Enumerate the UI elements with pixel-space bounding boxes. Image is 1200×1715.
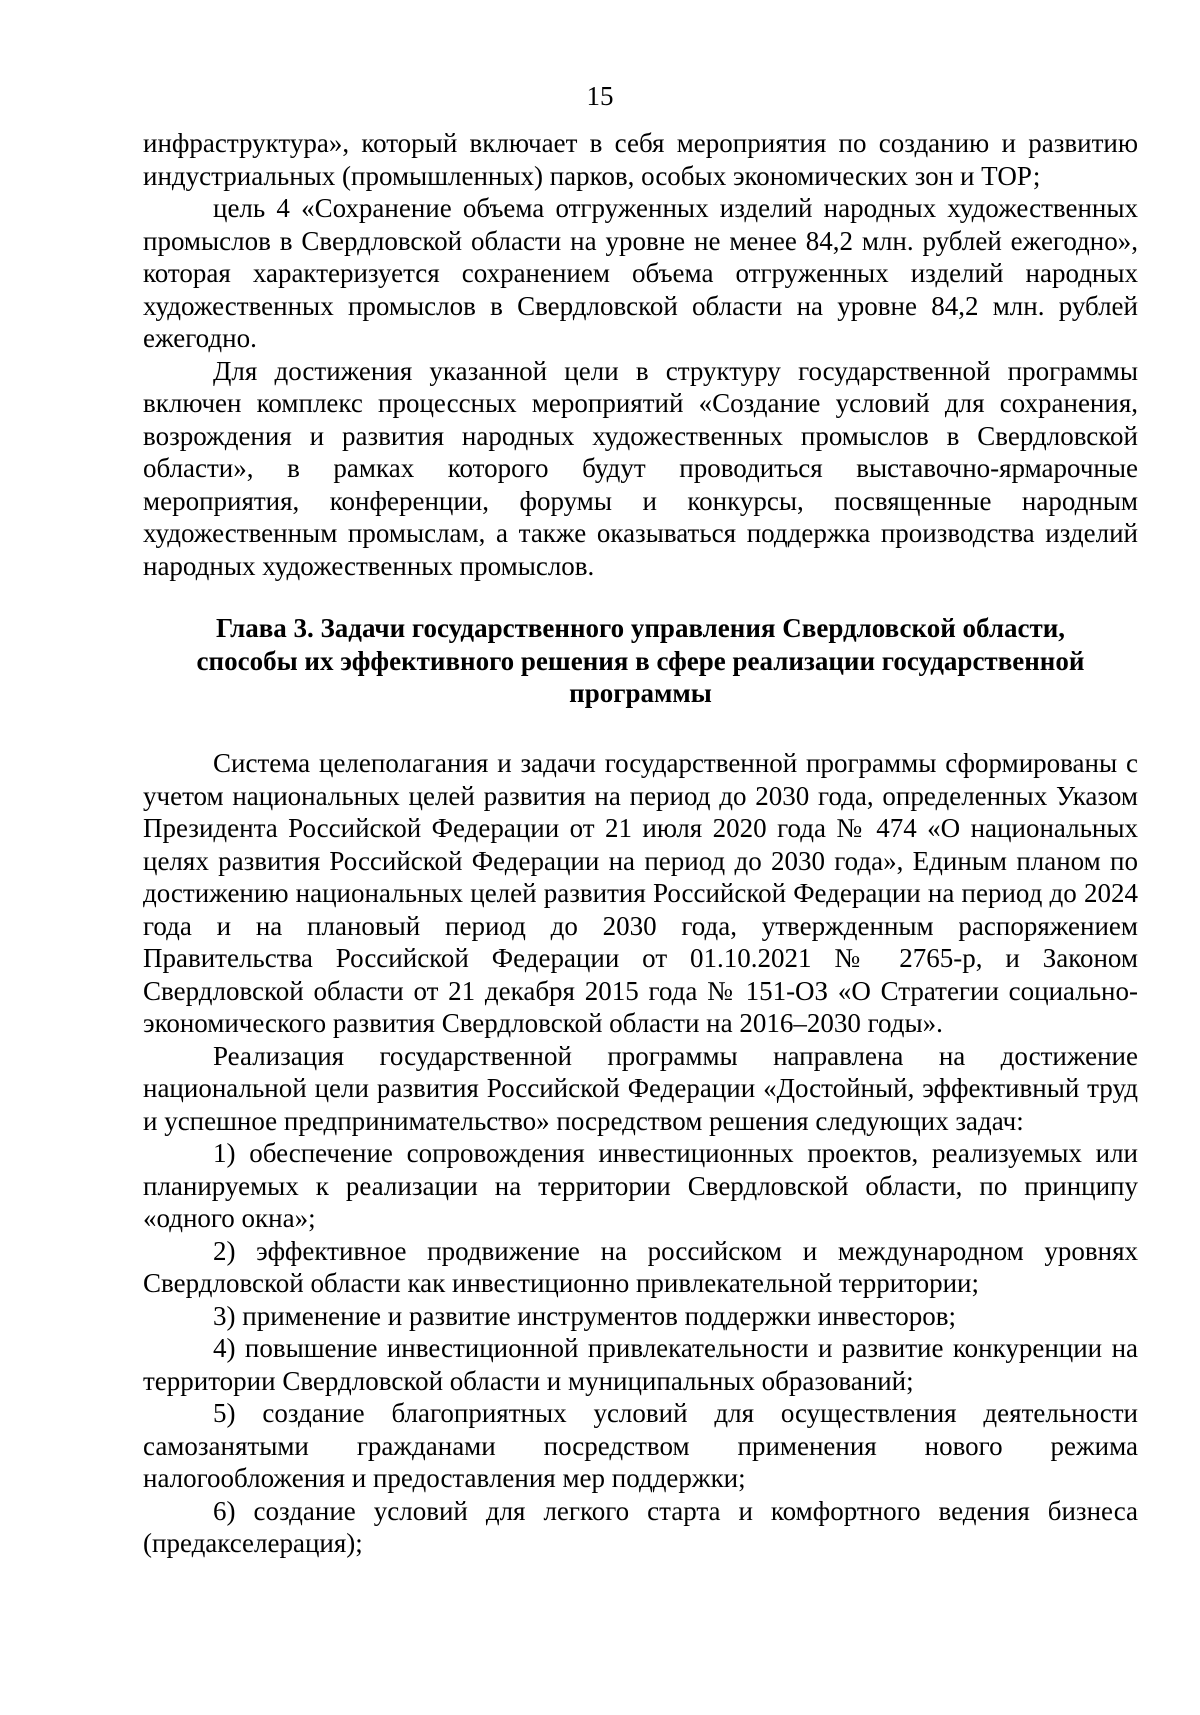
paragraph: инфраструктура», который включает в себя мероприятия по созданию и развитию индустриальных (промышленных) парков, особых экономических зон и ТОР; <box>143 128 1138 191</box>
paragraph: Для достижения указанной цели в структуру государственной программы включен комплекс процессных мероприятий «Создание условий для сохранения, возрождения и развития народных художественных промыслов в Свердловской области», в рамках которого будут проводиться выставочно-ярмарочные мероприятия, конференции, форумы и конкурсы, посвященные народным художественным промыслам, а также оказываться поддержка производства изделий народных художественных промыслов. <box>143 355 1138 581</box>
paragraph-goal-4: цель 4 «Сохранение объема отгруженных изделий народных художественных промыслов в Свердловской области на уровне не менее 84,2 млн. рублей ежегодно», которая характеризуется сохранением объема отгруженных изделий народных художественных промыслов в Свердловской области на уровне 84,2 млн. рублей ежегодно. <box>143 193 1138 353</box>
chapter-heading-line: программы <box>569 678 712 708</box>
task-item: 5) создание благоприятных условий для осуществления деятельности самозанятыми гражданами посредством применения нового режима налогообложения и предоставления мер поддержки; <box>143 1398 1138 1493</box>
task-item: 3) применение и развитие инструментов поддержки инвесторов; <box>213 1300 956 1331</box>
chapter-heading <box>143 612 1138 710</box>
section-tasks <box>143 747 1138 1560</box>
paragraph: Реализация государственной программы направлена на достижение национальной цели развития Российской Федерации «Достойный, эффективный труд и успешное предпринимательство» посредством решения следующих задач: <box>143 1040 1138 1136</box>
task-item: 1) обеспечение сопровождения инвестиционных проектов, реализуемых или планируемых к реализации на территории Свердловской области, по принципу «одного окна»; <box>143 1138 1138 1233</box>
page-number: 15 <box>586 81 614 111</box>
task-item: 4) повышение инвестиционной привлекательности и развитие конкуренции на территории Свердловской области и муниципальных образований; <box>143 1333 1138 1396</box>
task-item: 2) эффективное продвижение на российском и международном уровнях Свердловской области как инвестиционно привлекательной территории; <box>143 1235 1138 1298</box>
paragraph: Система целеполагания и задачи государственной программы сформированы с учетом национальных целей развития на период до 2030 года, определенных Указом Президента Российской Федерации от 21 июля 2020 года № 474 «О национальных целях развития Российской Федерации на период до 2030 года», Единым планом по достижению национальных целей развития Российской Федерации на период до 2024 года и на плановый период до 2030 года, утвержденным распоряжением Правительства Российской Федерации от 01.10.2021 № 2765-р, и Законом Свердловской области от 21 декабря 2015 года № 151-ОЗ «О Стратегии социально-экономического развития Свердловской области на 2016–2030 годы». <box>143 748 1138 1038</box>
task-item: 6) создание условий для легкого старта и комфортного ведения бизнеса (предакселерация); <box>143 1495 1138 1558</box>
chapter-heading-line: способы их эффективного решения в сфере реализации государственной <box>196 645 1085 676</box>
section-goals <box>143 127 1138 582</box>
chapter-heading-line: Глава 3. Задачи государственного управления Свердловской области, <box>215 613 1066 643</box>
